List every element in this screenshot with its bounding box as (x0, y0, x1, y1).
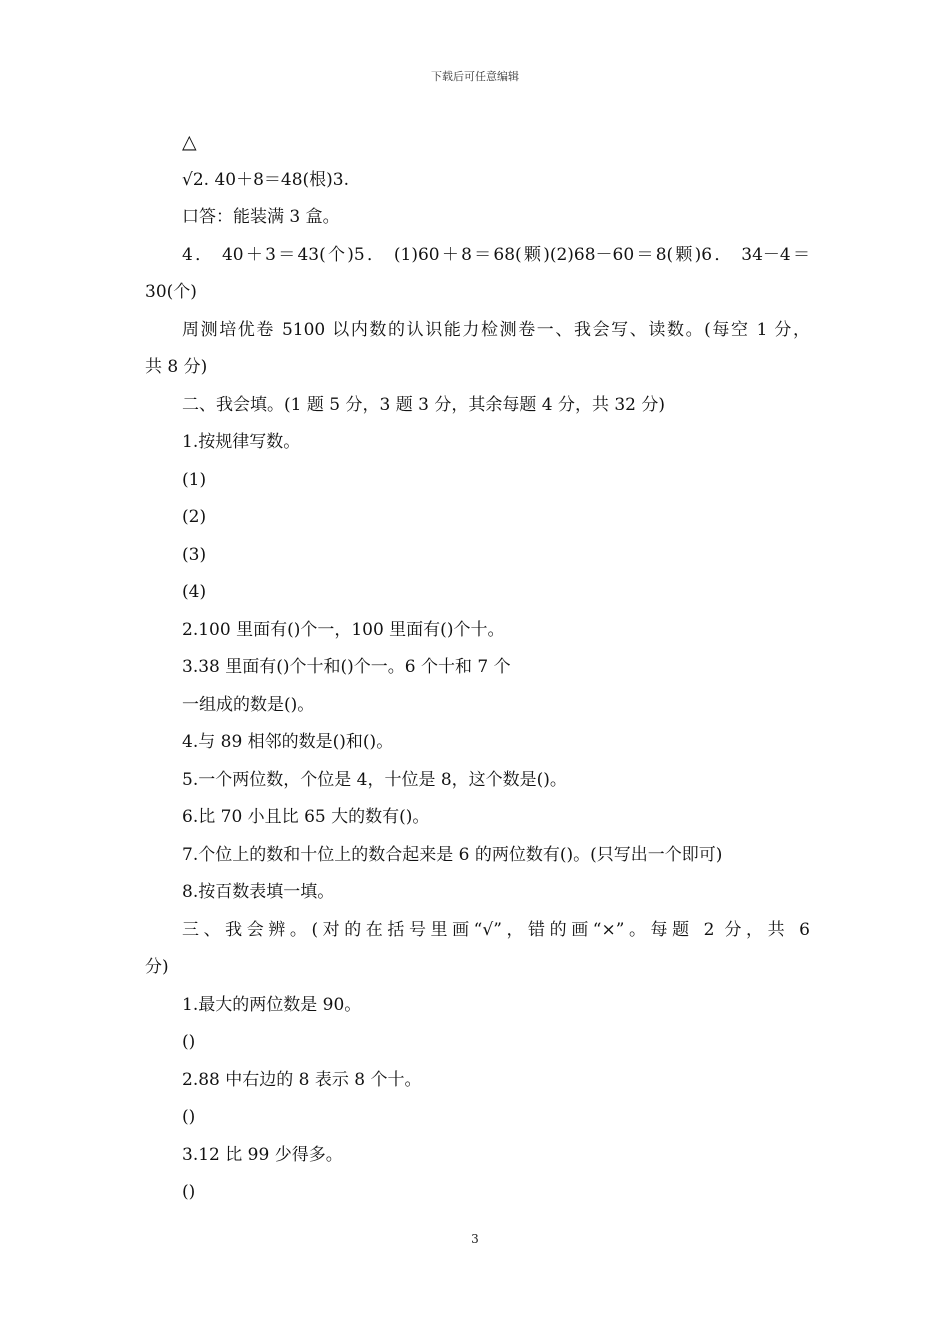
text-line: △ (182, 131, 197, 153)
question-item: 6.比 70 小且比 65 大的数有()。 (182, 807, 430, 827)
question-item: 1.最大的两位数是 90。 (182, 994, 362, 1015)
question-item: 1.按规律写数。 (182, 432, 301, 452)
text-line: 4． 40＋3＝43(个)5． (1)60＋8＝68(颗)(2)68－60＝8(颗)6． 34－4＝ (182, 244, 810, 265)
page-number: 3 (471, 1232, 479, 1246)
text-line: 分) (145, 957, 169, 977)
question-item: (1) (182, 469, 207, 490)
document-body (145, 124, 810, 1212)
text-line: 周测培优卷 5100 以内数的认识能力检测卷一、我会写、读数。(每空 1 分， (182, 319, 810, 340)
question-item: 3.38 里面有()个十和()个一。6 个十和 7 个 (182, 657, 511, 677)
question-item: 8.按百数表填一填。 (182, 882, 335, 902)
question-item: 4.与 89 相邻的数是()和()。 (182, 732, 394, 752)
text-line: 30(个) (145, 282, 197, 302)
question-item: 2.100 里面有()个一，100 里面有()个十。 (182, 619, 505, 640)
text-line: 口答：能装满 3 盒。 (182, 207, 340, 227)
question-item: (2) (182, 507, 207, 527)
question-item: (3) (182, 544, 207, 565)
answer-blank: () (182, 1107, 196, 1127)
question-item: 一组成的数是()。 (182, 694, 315, 715)
section-heading: 二、我会填。(1 题 5 分，3 题 3 分，其余每题 4 分，共 32 分) (182, 394, 666, 415)
page-header: 下载后可任意编辑 (431, 70, 519, 83)
text-line: 共 8 分) (145, 357, 208, 377)
question-item: 3.12 比 99 少得多。 (182, 1144, 343, 1165)
question-item: 7.个位上的数和十位上的数合起来是 6 的两位数有()。(只写出一个即可) (182, 844, 723, 865)
section-heading: 三、我会辨。(对的在括号里画“√”，错的画“×”。每题 2 分，共 6 (182, 919, 810, 940)
answer-blank: () (182, 1182, 196, 1202)
answer-blank: () (182, 1032, 196, 1052)
text-line: √2. 40＋8＝48(根)3. (182, 169, 350, 190)
question-item: 5.一个两位数，个位是 4，十位是 8，这个数是()。 (182, 769, 567, 790)
question-item: (4) (182, 582, 207, 602)
question-item: 2.88 中右边的 8 表示 8 个十。 (182, 1069, 422, 1090)
